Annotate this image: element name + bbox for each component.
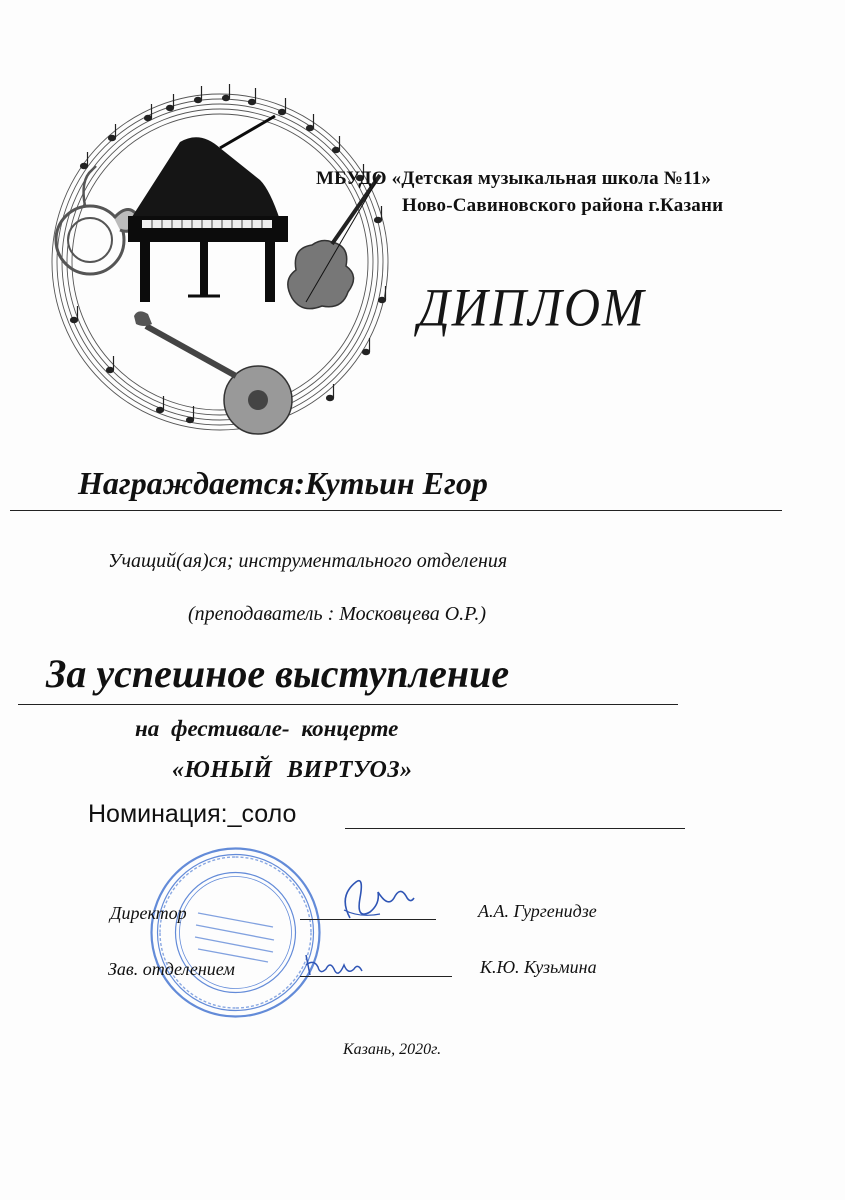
teacher-line: (преподаватель : Московцева О.Р.) xyxy=(188,603,487,625)
school-name-line2: Ново-Савиновского района г.Казани xyxy=(402,195,724,216)
awarded-recipient: Награждается:Кутьин Егор xyxy=(78,465,488,501)
department-head-label: Зав. отделением xyxy=(108,959,235,979)
department-head-signature xyxy=(300,945,370,987)
diploma-title: ДИПЛОМ xyxy=(418,276,646,338)
department-line: Учащий(ая)ся; инструментального отделения xyxy=(108,550,508,572)
place-and-date: Казань, 2020г. xyxy=(343,1041,442,1058)
achievement-title: За успешное выступление xyxy=(46,651,510,696)
director-signature xyxy=(330,868,420,938)
grand-piano-icon xyxy=(128,116,288,302)
nomination-line: Номинация:_соло xyxy=(88,800,297,828)
recipient-underline xyxy=(10,510,782,511)
director-name: А.А. Гургенидзе xyxy=(478,901,597,921)
department-head-name: К.Ю. Кузьмина xyxy=(480,957,597,977)
nomination-underline xyxy=(345,828,685,829)
festival-name: «ЮНЫЙ ВИРТУОЗ» xyxy=(172,757,413,783)
domra-icon xyxy=(134,311,292,434)
official-stamp xyxy=(148,845,323,1020)
festival-line: на фестивале- концерте xyxy=(135,716,399,741)
music-emblem xyxy=(30,70,410,450)
achievement-underline xyxy=(18,704,678,705)
school-name-line1: МБУДО «Детская музыкальная школа №11» xyxy=(316,168,712,189)
french-horn-icon xyxy=(56,166,140,274)
director-label: Директор xyxy=(110,903,187,923)
